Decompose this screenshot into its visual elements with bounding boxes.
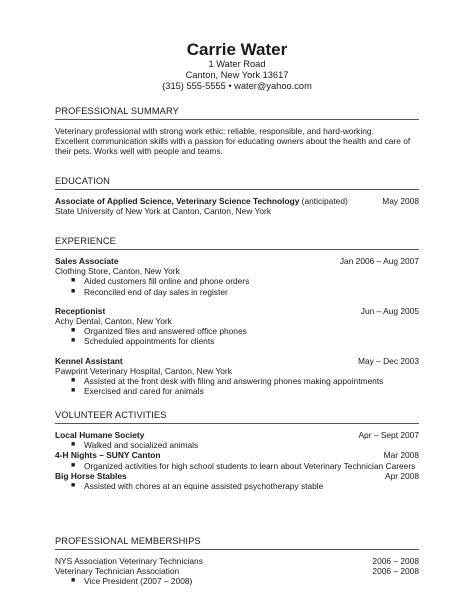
address-line-2: Canton, New York 13617 bbox=[185, 70, 289, 80]
experience-heading: EXPERIENCE bbox=[55, 236, 116, 246]
job-bullets bbox=[55, 326, 419, 346]
candidate-name: Carrie Water bbox=[186, 40, 288, 59]
bullet-item bbox=[55, 461, 419, 471]
memberships-heading: PROFESSIONAL MEMBERSHIPS bbox=[55, 536, 201, 546]
volunteer-org: Big Horse Stables bbox=[55, 470, 127, 481]
job-title: Receptionist bbox=[55, 305, 106, 316]
degree-note: (anticipated) bbox=[299, 196, 348, 206]
summary-heading: PROFESSIONAL SUMMARY bbox=[55, 106, 179, 116]
bullet-text: Organized activities for high school students to learn about Veterinary Technician Careers bbox=[84, 460, 416, 471]
bullet-icon: ■ bbox=[71, 577, 76, 585]
job-employer: Clothing Store, Canton, New York bbox=[55, 266, 180, 277]
bullet-text: Organized files and answered office phones bbox=[84, 326, 247, 337]
bullet-icon: ■ bbox=[71, 287, 76, 295]
address-line-1: 1 Water Road bbox=[208, 59, 266, 69]
bullet-icon: ■ bbox=[71, 327, 76, 335]
volunteer-org: 4-H Nights – SUNY Canton bbox=[55, 450, 161, 461]
degree-line bbox=[55, 196, 348, 206]
job-title-row bbox=[55, 256, 419, 266]
degree: Associate of Applied Science, Veterinary Science Technology bbox=[55, 196, 300, 206]
bullet-text: Walked and socialized animals bbox=[84, 440, 199, 451]
education-row bbox=[55, 196, 419, 206]
bullet-text: Reconciled end of day sales in register bbox=[84, 286, 228, 297]
bullet-icon: ■ bbox=[71, 387, 76, 395]
volunteer-date: Apr 2008 bbox=[385, 470, 419, 481]
resume-header bbox=[0, 40, 474, 92]
job-employer: Pawprint Veterinary Hospital, Canton, New York bbox=[55, 365, 232, 376]
bullet-item bbox=[55, 287, 419, 297]
job-title-row bbox=[55, 356, 419, 366]
job-entry bbox=[55, 356, 419, 397]
volunteer-org: Local Humane Society bbox=[55, 430, 145, 440]
contact-line: (315) 555-5555 • water@yahoo.com bbox=[162, 81, 312, 91]
volunteer-date: Apr – Sept 2007 bbox=[358, 430, 419, 440]
membership-row bbox=[55, 556, 419, 566]
membership-bullets bbox=[55, 576, 419, 586]
job-title: Sales Associate bbox=[55, 256, 119, 266]
bullet-icon: ■ bbox=[71, 461, 76, 469]
memberships-section bbox=[55, 536, 419, 587]
bullet-text: Assisted at the front desk with filing and answering phones making appointments bbox=[84, 376, 384, 387]
bullet-icon: ■ bbox=[71, 277, 76, 285]
summary-line: Veterinary professional with strong work ethic: reliable, responsible, and hard-working. bbox=[55, 126, 374, 136]
job-title: Kennel Assistant bbox=[55, 355, 123, 366]
job-dates: Jun – Aug 2005 bbox=[360, 305, 419, 316]
bullet-icon: ■ bbox=[71, 441, 76, 449]
bullet-text: Exercised and cared for animals bbox=[84, 386, 204, 397]
summary-line: their pets. Works well with people and teams. bbox=[55, 146, 223, 157]
bullet-item bbox=[55, 376, 419, 386]
bullet-item bbox=[55, 386, 419, 396]
bullet-text: Scheduled appointments for clients bbox=[84, 336, 215, 347]
job-entry bbox=[55, 256, 419, 297]
school: State University of New York at Canton, Canton, New York bbox=[55, 206, 272, 217]
volunteer-bullets bbox=[55, 481, 419, 491]
membership-name: Veterinary Technician Association bbox=[55, 566, 180, 577]
summary-section bbox=[55, 106, 419, 157]
job-employer: Achy Dental, Canton, New York bbox=[55, 316, 172, 327]
experience-section bbox=[55, 236, 419, 396]
job-dates: Jan 2006 – Aug 2007 bbox=[339, 256, 419, 266]
job-bullets bbox=[55, 276, 419, 296]
membership-dates: 2006 – 2008 bbox=[372, 556, 419, 566]
volunteer-row bbox=[55, 471, 419, 481]
volunteer-row bbox=[55, 450, 419, 460]
education-date: May 2008 bbox=[382, 196, 419, 206]
bullet-icon: ■ bbox=[71, 482, 76, 490]
bullet-text: Aided customers fill online and phone orders bbox=[84, 276, 250, 287]
volunteer-date: Mar 2008 bbox=[383, 450, 419, 461]
volunteer-row bbox=[55, 430, 419, 440]
bullet-item bbox=[55, 440, 419, 450]
bullet-text: Assisted with chores at an equine assisted psychotherapy stable bbox=[84, 481, 324, 492]
bullet-item bbox=[55, 336, 419, 346]
bullet-item bbox=[55, 276, 419, 286]
membership-name: NYS Association Veterinary Technicians bbox=[55, 556, 203, 566]
bullet-item bbox=[55, 576, 419, 586]
volunteer-bullets bbox=[55, 461, 419, 471]
volunteer-bullets bbox=[55, 440, 419, 450]
job-entry bbox=[55, 306, 419, 347]
bullet-item bbox=[55, 481, 419, 491]
bullet-item bbox=[55, 326, 419, 336]
volunteer-heading: VOLUNTEER ACTIVITIES bbox=[55, 410, 167, 420]
volunteer-section bbox=[55, 410, 419, 491]
bullet-text: Vice President (2007 – 2008) bbox=[84, 576, 193, 587]
summary-line: Excellent communication skills with a passion for educating owners about the health and care of bbox=[55, 136, 411, 147]
job-title-row bbox=[55, 306, 419, 316]
education-section bbox=[55, 176, 419, 216]
job-dates: May – Dec 2003 bbox=[358, 355, 419, 366]
job-bullets bbox=[55, 376, 419, 396]
bullet-icon: ■ bbox=[71, 337, 76, 345]
education-heading: EDUCATION bbox=[55, 176, 110, 186]
membership-dates: 2006 – 2008 bbox=[372, 566, 419, 577]
membership-row bbox=[55, 566, 419, 576]
bullet-icon: ■ bbox=[71, 377, 76, 385]
